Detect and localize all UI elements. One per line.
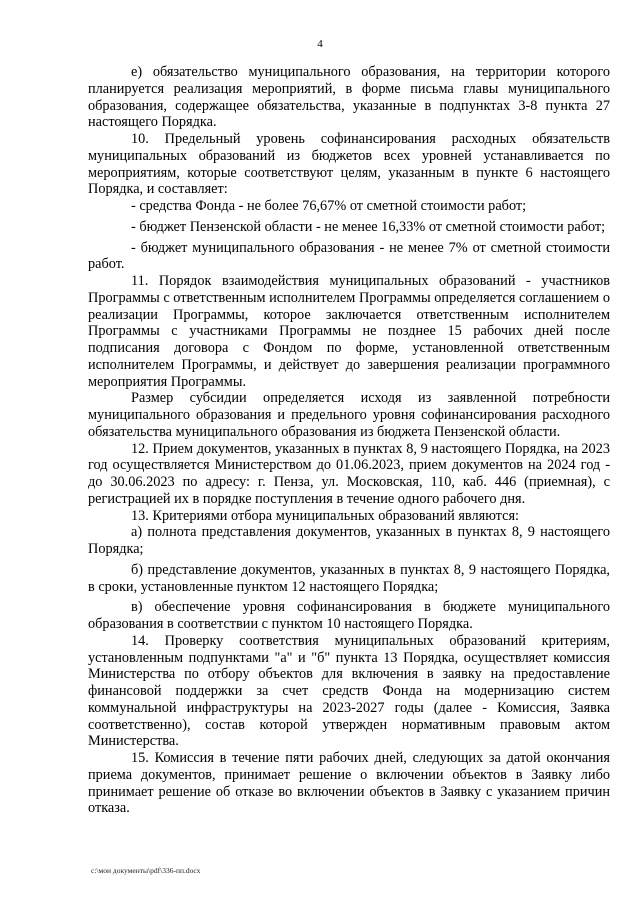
paragraph-13: 13. Критериями отбора муниципальных образований являются: [131, 507, 519, 524]
paragraph-11: 11. Порядок взаимодействия муниципальных образований - участников Программы с ответственным исполнителем Программы определяется соглашением о реализации Программы, которое заключается ответственным исполнителем Программы с участниками Программы не позднее 15 рабочих дней после подписания договора с Фондом по форме, установленной ответственным исполнителем Программы, и действует до завершения реализации программного мероприятия Программы. [88, 273, 610, 390]
paragraph-subsidy-size: Размер субсидии определяется исходя из заявленной потребности муниципального образования и предельного уровня софинансирования расходного обязательства муниципального образования из бюджета Пензенской области. [88, 390, 610, 440]
footer-file-path: c:\мои документы\pdf\336-пп.docx [91, 866, 201, 875]
list-item-fund-share: - средства Фонда - не более 76,67% от сметной стоимости работ; [131, 198, 527, 214]
page-number: 4 [317, 38, 323, 50]
list-item-municipal-budget-share: - бюджет муниципального образования - не менее 7% от сметной стоимости работ. [88, 239, 610, 273]
paragraph-15: 15. Комиссия в течение пяти рабочих дней, следующих за датой окончания приема документов, принимает решение о включении объектов в Заявку либо принимает решение об отказе во включении объектов в Заявку с указанием причин отказа. [88, 750, 610, 817]
criterion-b: б) представление документов, указанных в пунктах 8, 9 настоящего Порядка, в сроки, установленные пунктом 12 настоящего Порядка; [88, 561, 610, 595]
paragraph-14: 14. Проверку соответствия муниципальных образований критериям, установленным подпунктами "а" и "б" пункта 13 Порядка, осуществляет комиссия Министерства по отбору объектов для включения в заявку на предоставление финансовой поддержки за счет средств Фонда на модернизацию систем коммунальной инфраструктуры на 2023-2027 годы (далее - Комиссия, Заявка соответственно), состав которой утвержден нормативным правовым актом Министерства. [88, 632, 610, 750]
criterion-a: а) полнота представления документов, указанных в пунктах 8, 9 настоящего Порядка; [88, 524, 610, 557]
list-item-regional-budget-share: - бюджет Пензенской области - не менее 16,33% от сметной стоимости работ; [131, 218, 606, 235]
document-body [88, 64, 610, 817]
paragraph-12: 12. Прием документов, указанных в пунктах 8, 9 настоящего Порядка, на 2023 год осуществляется Министерством до 01.06.2023, прием документов на 2024 год - до 30.06.2023 по адресу: г. Пенза, ул. Московская, 110, каб. 446 (приемная), с регистрацией их в порядке поступления в течение одного рабочего дня. [88, 440, 610, 507]
paragraph-10: 10. Предельный уровень софинансирования расходных обязательств муниципальных образований из бюджетов всех уровней устанавливается по мероприятиям, которые соответствуют целям, указанным в пункте 6 настоящего Порядка, и составляет: [88, 131, 610, 198]
criterion-c: в) обеспечение уровня софинансирования в бюджете муниципального образования в соответствии с пунктом 10 настоящего Порядка. [88, 599, 610, 632]
paragraph-e-obligation: е) обязательство муниципального образования, на территории которого планируется реализация мероприятий, в форме письма главы муниципального образования, содержащее обязательства, указанные в подпунктах 3-8 пункта 27 настоящего Порядка. [88, 64, 610, 131]
